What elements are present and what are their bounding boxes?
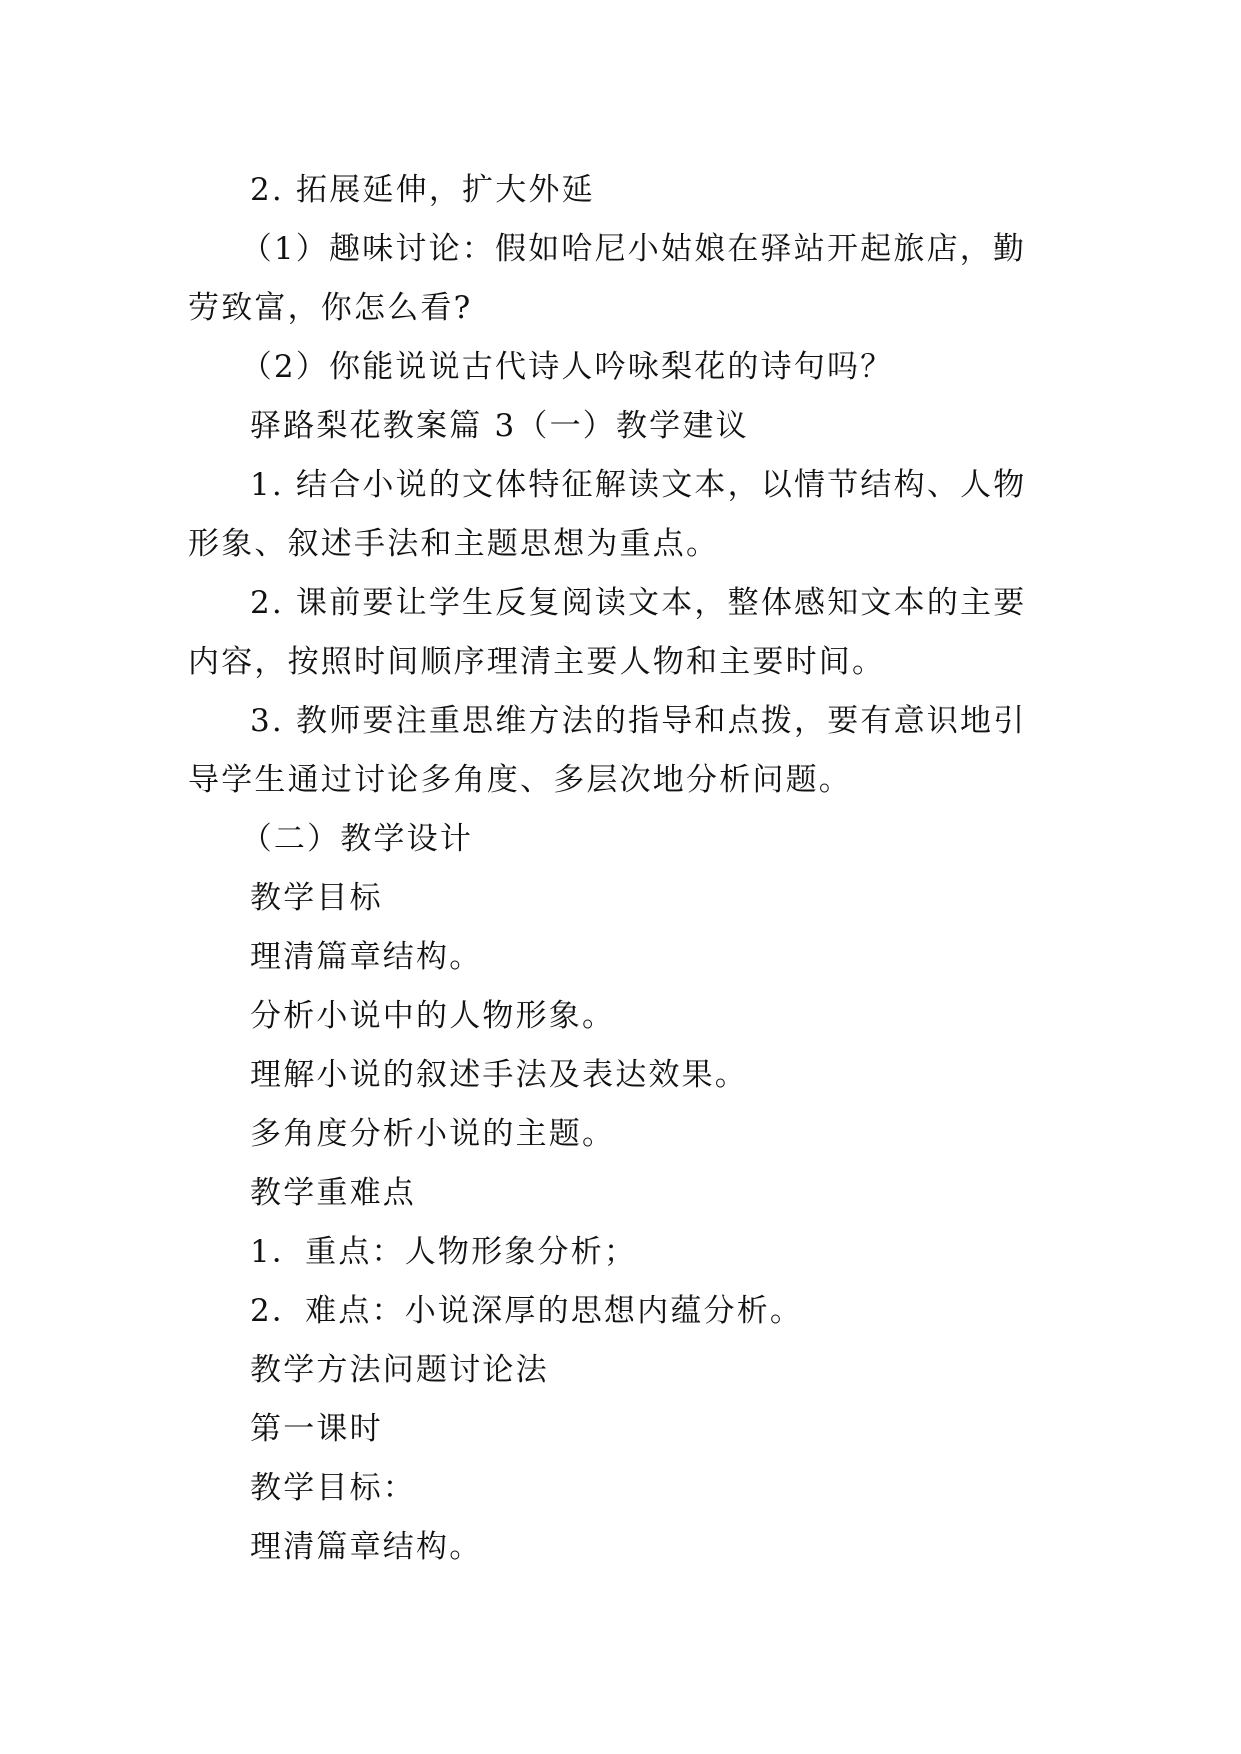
paragraph-key-points-heading: 教学重难点 bbox=[250, 1175, 416, 1211]
paragraph-suggestion-3: 3. 教师要注重思维方法的指导和点拨，要有意识地引导学生通过讨论多角度、多层次地分析问题。 bbox=[188, 703, 1027, 798]
paragraph-lesson-3-title: 驿路梨花教案篇 3（一）教学建议 bbox=[250, 408, 749, 444]
paragraph-discussion-1: （1）趣味讨论：假如哈尼小姑娘在驿站开起旅店，勤劳致富，你怎么看? bbox=[188, 231, 1027, 326]
paragraph-design-heading: （二）教学设计 bbox=[240, 821, 474, 857]
paragraph-goal-structure: 理清篇章结构。 bbox=[250, 939, 483, 975]
paragraph-lesson-goal-structure: 理清篇章结构。 bbox=[250, 1529, 483, 1565]
document-body bbox=[188, 161, 1056, 1577]
paragraph-goal-narration: 理解小说的叙述手法及表达效果。 bbox=[250, 1057, 748, 1093]
paragraph-lesson-goals-label: 教学目标： bbox=[250, 1470, 416, 1506]
paragraph-suggestion-1: 1. 结合小说的文体特征解读文本，以情节结构、人物形象、叙述手法和主题思想为重点。 bbox=[188, 467, 1027, 562]
paragraph-suggestion-2: 2. 课前要让学生反复阅读文本，整体感知文本的主要内容，按照时间顺序理清主要人物和主要时间。 bbox=[188, 585, 1027, 680]
paragraph-goal-theme: 多角度分析小说的主题。 bbox=[250, 1116, 616, 1152]
paragraph-goals-heading: 教学目标 bbox=[250, 880, 383, 916]
paragraph-difficult-point: 2．难点：小说深厚的思想内蕴分析。 bbox=[250, 1293, 804, 1329]
paragraph-goal-characters: 分析小说中的人物形象。 bbox=[250, 998, 616, 1034]
paragraph-discussion-2: （2）你能说说古代诗人吟咏梨花的诗句吗？ bbox=[240, 349, 894, 385]
paragraph-first-lesson: 第一课时 bbox=[250, 1411, 383, 1447]
paragraph-key-point: 1．重点：人物形象分析； bbox=[250, 1234, 638, 1270]
paragraph-extension-heading: 2. 拓展延伸，扩大外延 bbox=[250, 172, 595, 208]
paragraph-method: 教学方法问题讨论法 bbox=[250, 1352, 549, 1388]
